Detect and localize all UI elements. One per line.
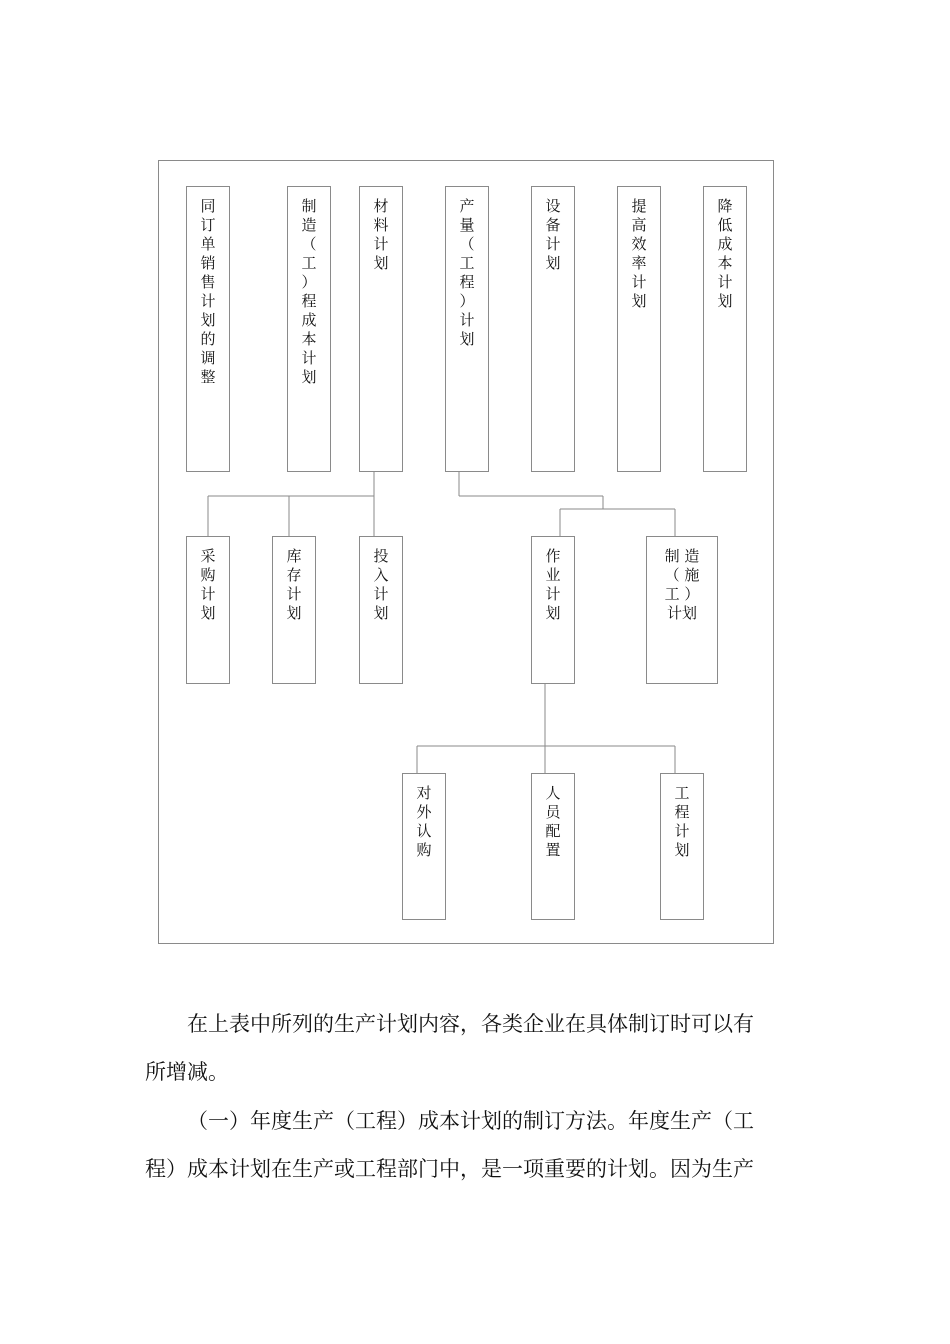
node-label: 对 外 认 购 [416, 784, 432, 859]
node-label: 材 料 计 划 [373, 197, 389, 272]
node-equipment-plan [531, 186, 575, 472]
node-label: 产 量 （ 工 程 ） 计 划 [459, 197, 475, 348]
node-engineering-plan [660, 773, 704, 920]
node-label: 作 业 计 划 [545, 547, 561, 622]
node-label: 采 购 计 划 [200, 547, 216, 622]
node-manufacturing-construction-plan [646, 536, 718, 684]
node-manufacturing-cost-plan [287, 186, 331, 472]
node-output-plan [445, 186, 489, 472]
node-cost-reduction-plan [703, 186, 747, 472]
node-order-sales-adjustment [186, 186, 230, 472]
node-label: 制 造 （ 工 ） 程 成 本 计 划 [301, 197, 317, 386]
node-staffing [531, 773, 575, 920]
paragraph-2 [145, 1097, 807, 1193]
node-label: 制 造 （ 施 工 ） 计划 [664, 547, 700, 622]
node-outsourcing [402, 773, 446, 920]
paragraph-1-line-1: 在上表中所列的生产计划内容，各类企业在具体制订时可以有 [187, 1012, 754, 1036]
node-label: 投 入 计 划 [373, 547, 389, 622]
paragraph-1-line-2: 所增减。 [145, 1060, 229, 1084]
node-label: 同 订 单 销 售 计 划 的 调 整 [200, 197, 216, 386]
paragraph-2-line-2: 程）成本计划在生产或工程部门中，是一项重要的计划。因为生产 [145, 1157, 754, 1181]
paragraph-1 [145, 1000, 807, 1096]
node-label: 库 存 计 划 [286, 547, 302, 622]
node-job-plan [531, 536, 575, 684]
node-efficiency-plan [617, 186, 661, 472]
node-inventory-plan [272, 536, 316, 684]
node-label: 降 低 成 本 计 划 [717, 197, 733, 310]
node-label: 提 高 效 率 计 划 [631, 197, 647, 310]
node-purchase-plan [186, 536, 230, 684]
node-label: 工 程 计 划 [674, 784, 690, 859]
paragraph-2-line-1: （一）年度生产（工程）成本计划的制订方法。年度生产（工 [187, 1109, 754, 1133]
node-material-plan [359, 186, 403, 472]
node-label: 人 员 配 置 [545, 784, 561, 859]
node-input-plan [359, 536, 403, 684]
node-label: 设 备 计 划 [545, 197, 561, 272]
